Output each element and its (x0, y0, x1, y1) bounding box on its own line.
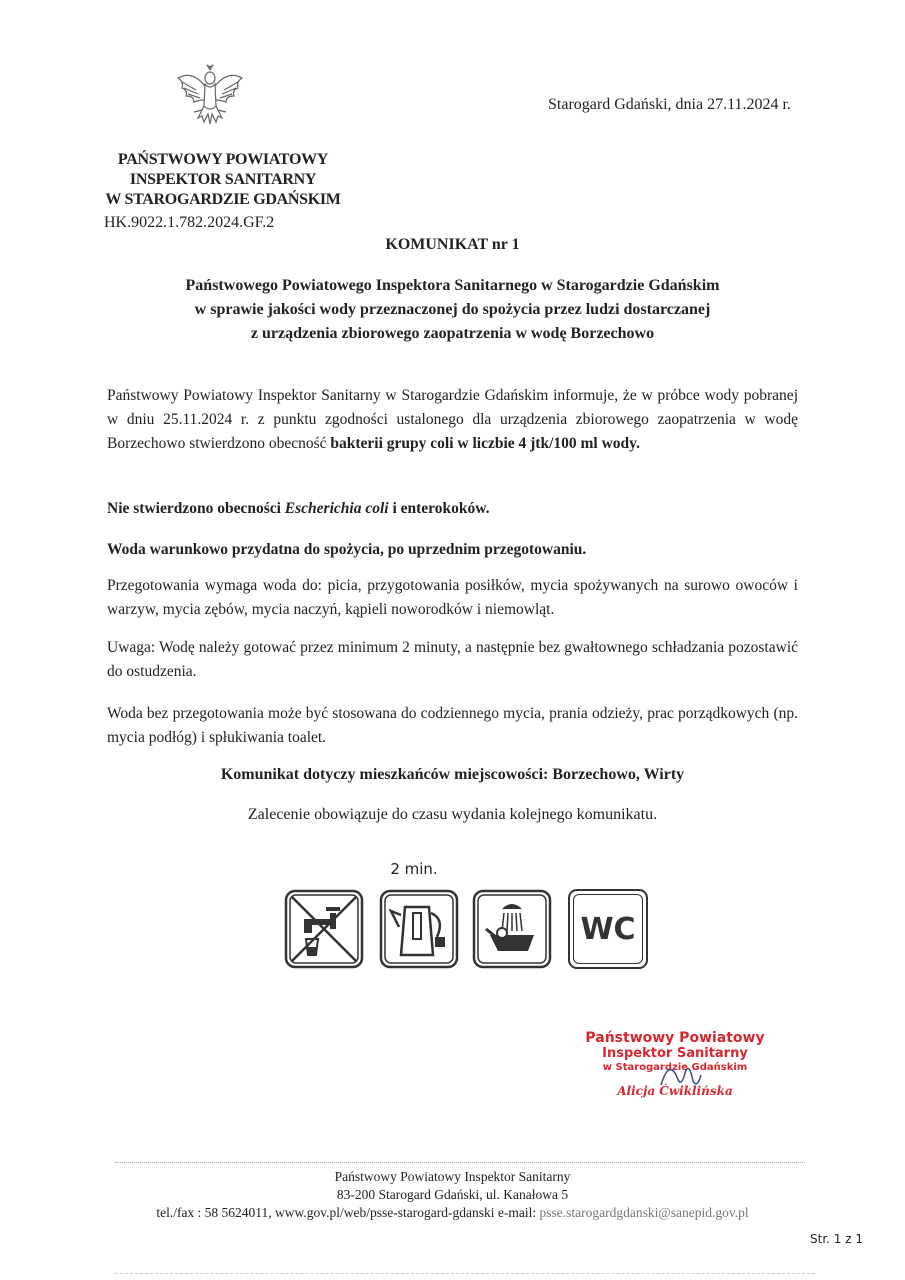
affected-residents: Komunikat dotyczy mieszkańców miejscowości: Borzechowo, Wirty (220, 766, 685, 783)
reference-number: HK.9022.1.782.2024.GF.2 (104, 214, 275, 231)
document-title: KOMUNIKAT nr 1 (385, 236, 520, 253)
bottom-divider (115, 1273, 815, 1274)
stamp-line-3: w Starogardzie Gdańskim (602, 1062, 748, 1073)
usability-verdict: Woda warunkowo przydatna do spożycia, po uprzednim przegotowaniu. (107, 541, 587, 558)
no-tap-drinking-icon (284, 889, 364, 969)
issuer-line-3: W STAROGARDZIE GDAŃSKIM (105, 191, 341, 208)
stamp-signatory-name: Alicja Ćwiklińska (617, 1084, 733, 1098)
kettle-icon (379, 889, 459, 969)
finding-text: Państwowy Powiatowy Inspektor Sanitarny w Starogardzie Gdańskim informuje, że w próbce wody pobranej w dniu 25.11.2024 r. z punktu zgodności ustalonego dla urządzenia zbiorowego zaopatrzenia w wodę Borzechowo stwierdzono obecność (107, 387, 798, 452)
footer-contact: tel./fax : 58 5624011, www.gov.pl/web/psse-starogard-gdanski e-mail: (156, 1205, 540, 1220)
handwritten-signature (655, 1055, 705, 1095)
footer (0, 1168, 905, 1222)
footer-line-1: Państwowy Powiatowy Inspektor Sanitarny (334, 1169, 571, 1184)
no-ecoli-post: i enterokoków. (388, 500, 490, 517)
issuer-line-1: PAŃSTWOWY POWIATOWY (117, 151, 329, 168)
place-date: Starogard Gdański, dnia 27.11.2024 r. (548, 96, 791, 113)
boil-duration-label: 2 min. (390, 860, 438, 878)
stamp-line-1: Państwowy Powiatowy (585, 1030, 765, 1046)
shower-bath-icon (472, 889, 552, 969)
subtitle-line-1: Państwowego Powiatowego Inspektora Sanitarnego w Starogardzie Gdańskim (185, 277, 720, 294)
polish-eagle-emblem-icon (172, 60, 248, 136)
boiling-required-paragraph: Przegotowania wymaga woda do: picia, przygotowania posiłków, mycia spożywanych na surowo owoców i warzyw, mycia zębów, mycia naczyń, kąpieli noworodków i niemowląt. (107, 577, 798, 618)
ecoli-name: Escherichia coli (284, 500, 389, 517)
no-ecoli-pre: Nie stwierdzono obecności (107, 500, 285, 517)
document-subtitle (90, 274, 815, 346)
subtitle-line-2: w sprawie jakości wody przeznaczonej do spożycia przez ludzi dostarczanej (194, 301, 711, 318)
footer-line-3 (0, 1204, 905, 1222)
footer-line-2: 83-200 Starogard Gdański, ul. Kanałowa 5 (336, 1187, 569, 1202)
no-ecoli-paragraph (107, 497, 798, 521)
unboiled-use-paragraph: Woda bez przegotowania może być stosowana do codziennego mycia, prania odzieży, prac porządkowych (np. mycia podłóg) i spłukiwania toalet. (107, 705, 798, 746)
subtitle-line-3: z urządzenia zbiorowego zaopatrzenia w wodę Borzechowo (250, 325, 655, 342)
footer-email-link[interactable]: psse.starogardgdanski@sanepid.gov.pl (539, 1205, 749, 1220)
finding-result: bakterii grupy coli w liczbie 4 jtk/100 ml wody. (330, 435, 640, 452)
footer-divider (115, 1162, 805, 1163)
wc-icon (568, 889, 648, 969)
issuer-block (88, 150, 358, 210)
finding-paragraph (107, 384, 798, 456)
stamp-line-2: Inspektor Sanitarny (602, 1046, 748, 1061)
issuer-line-2: INSPEKTOR SANITARNY (129, 171, 317, 188)
wc-label: WC (573, 894, 643, 964)
validity-note: Zalecenie obowiązuje do czasu wydania kolejnego komunikatu. (247, 806, 658, 823)
boiling-note-paragraph: Uwaga: Wodę należy gotować przez minimum 2 minuty, a następnie bez gwałtownego schładzania pozostawić do ostudzenia. (107, 639, 798, 680)
page-number: Str. 1 z 1 (810, 1232, 863, 1246)
